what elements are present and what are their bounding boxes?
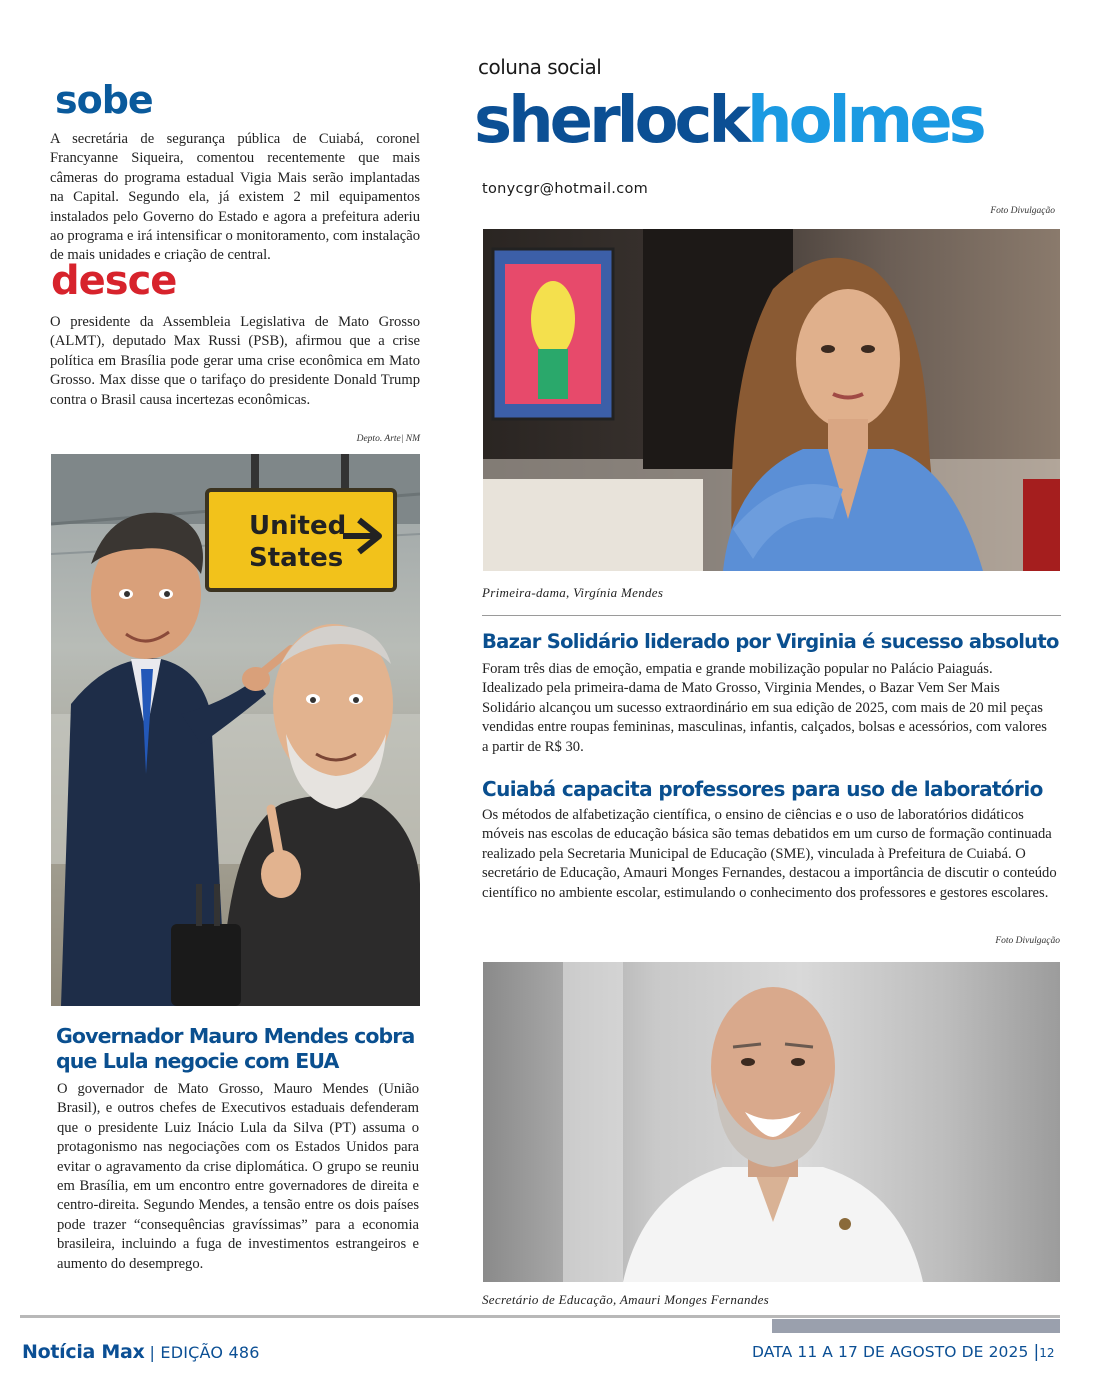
cuiaba-headline: Cuiabá capacita professores para uso de laboratório — [482, 777, 1043, 801]
cartoon-image — [51, 454, 420, 1006]
masthead-title — [474, 76, 983, 166]
footer-page: 12 — [1039, 1346, 1055, 1360]
masthead-title-part2: holmes — [747, 84, 983, 158]
secretary-drawing — [483, 962, 1060, 1282]
divider-line — [482, 615, 1061, 616]
footer-separator: | — [1033, 1342, 1040, 1362]
sign-line1: United — [249, 511, 347, 541]
footer-right — [752, 1342, 1055, 1362]
bazar-headline: Bazar Solidário liderado por Virginia é sucesso absoluto — [482, 630, 1059, 653]
masthead-title-part1: sherlock — [474, 84, 748, 158]
governor-headline — [56, 1024, 426, 1074]
footer-date-bar — [772, 1319, 1060, 1333]
first-lady-photo — [483, 229, 1060, 571]
photo1-caption: Primeira-dama, Virgínia Mendes — [482, 585, 664, 600]
footer-brand: Notícia Max — [22, 1341, 145, 1363]
governor-text: O governador de Mato Grosso, Mauro Mendes (União Brasil), e outros chefes de Executivos estaduais defenderam que o presidente Luiz Inácio Lula da Silva (PT) assuma o protagonismo nas negociações com os Estados Unidos para evitar o agravamento da crise diplomática. O grupo se reuniu em Brasília, em um encontro entre governadores de direita e centro-direita. Segundo Mendes, a tensão entre os dois países pode trazer “consequências gravíssimas” para a economia brasileira, incluindo a fuga de investimentos estrangeiros e aumento do desemprego. — [57, 1081, 419, 1272]
masthead-kicker: coluna social — [478, 55, 602, 79]
photo2-credit: Foto Divulgação — [995, 936, 1060, 946]
cartoon-drawing — [51, 454, 420, 1006]
masthead-email: tonycgr@hotmail.com — [482, 181, 649, 197]
footer-edition: | EDIÇÃO 486 — [149, 1343, 260, 1362]
cuiaba-text: Os métodos de alfabetização científica, o ensino de ciências e o uso de laboratórios didáticos móveis nas escolas de educação básica são temas debatidos em um curso de formação continuada realizado pela Secretaria Municipal de Educação (SME), vinculada à Prefeitura de Cuiabá. O secretário de Educação, Amauri Monges Fernandes, destacou a importância de discutir o conteúdo científico no ambiente escolar, estimulando o conhecimento dos professores e gestores escolares. — [482, 807, 1057, 901]
sobe-text: A secretária de segurança pública de Cuiabá, coronel Francyanne Siqueira, comentou recentemente que mais câmeras do programa estadual Vigia Mais serão implantadas na Capital. Segundo ela, já existem 2 mil equipamentos instalados pelo Governo do Estado e agora a prefeitura aderiu ao programa e irá intensificar o monitoramento, com instalação de mais unidades e criação de central. — [50, 131, 420, 264]
governor-headline-line2: que Lula negocie com EUA — [56, 1049, 339, 1073]
footer-date: DATA 11 A 17 DE AGOSTO DE 2025 — [752, 1343, 1029, 1361]
footer-left — [22, 1341, 260, 1363]
bazar-text: Foram três dias de emoção, empatia e grande mobilização popular no Palácio Paiaguás. Idealizado pela primeira-dama de Mato Grosso, Virginia Mendes, o Bazar Vem Ser Mais Solidário alcançou um sucesso extraordinário em sua edição de 2025, com mais de 20 mil peças vendidas entre roupas femininas, masculinas, infantis, calçados, bolsas e acessórios, com valores a partir de R$ 30. — [482, 661, 1047, 755]
desce-heading: desce — [51, 258, 177, 304]
shirt-logo — [839, 1218, 851, 1230]
secretary-photo — [483, 962, 1060, 1282]
governor-headline-line1: Governador Mauro Mendes cobra — [56, 1024, 415, 1048]
sobe-heading: sobe — [55, 78, 153, 122]
cartoon-credit: Depto. Arte| NM — [356, 434, 420, 444]
first-lady-drawing — [483, 229, 1060, 571]
sign-line2: States — [249, 543, 344, 573]
photo2-caption: Secretário de Educação, Amauri Monges Fernandes — [482, 1292, 770, 1307]
photo1-credit: Foto Divulgação — [990, 206, 1055, 216]
desce-text: O presidente da Assembleia Legislativa de Mato Grosso (ALMT), deputado Max Russi (PSB), afirmou que a crise política em Brasília pode gerar uma crise econômica em Mato Grosso. Max disse que o tarifaço do presidente Donald Trump contra o Brasil causa incertezas econômicas. — [50, 314, 420, 408]
footer-rule — [20, 1315, 1060, 1318]
